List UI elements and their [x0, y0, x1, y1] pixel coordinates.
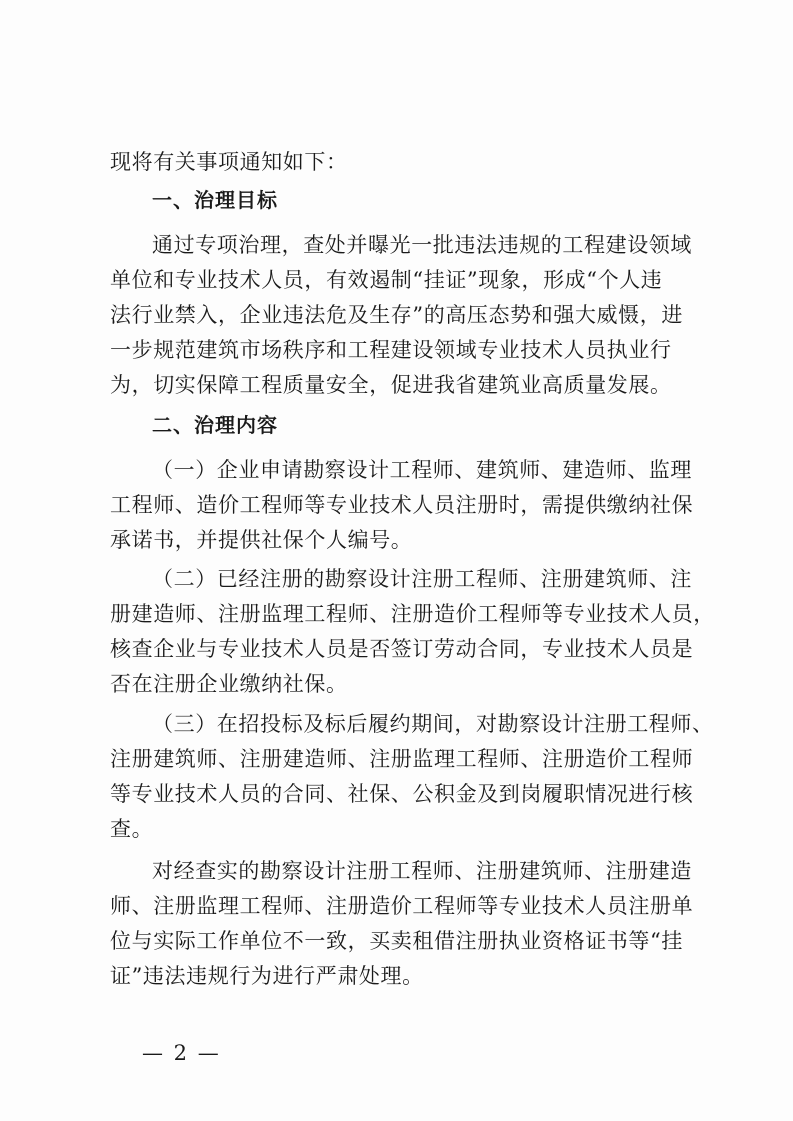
paragraph-line: （二）已经注册的勘察设计注册工程师、注册建筑师、注 — [152, 567, 692, 591]
section-heading-goals: 一、治理目标 — [152, 188, 278, 212]
paragraph-line: 承诺书，并提供社保个人编号。 — [110, 528, 413, 552]
paragraph-line: 法行业禁入，企业违法危及生存”的高压态势和强大威慑，进 — [110, 303, 683, 327]
paragraph-line: 单位和专业技术人员，有效遏制“挂证”现象，形成“个人违 — [110, 268, 663, 292]
paragraph-line: 证”违法违规行为进行严肃处理。 — [110, 964, 424, 988]
paragraph-line: （三）在招投标及标后履约期间，对勘察设计注册工程师、 — [152, 712, 714, 736]
paragraph-line: （一）企业申请勘察设计工程师、建筑师、建造师、监理 — [152, 458, 692, 482]
paragraph-line: 核查企业与专业技术人员是否签订劳动合同，专业技术人员是 — [110, 637, 694, 661]
paragraph-line: 查。 — [110, 817, 154, 841]
page-number: — 2 — — [142, 1041, 221, 1065]
paragraph-line: 否在注册企业缴纳社保。 — [110, 672, 348, 696]
paragraph-line: 为，切实保障工程质量安全，促进我省建筑业高质量发展。 — [110, 373, 672, 397]
paragraph-line: 注册建筑师、注册建造师、注册监理工程师、注册造价工程师 — [110, 747, 694, 771]
paragraph-line: 对经查实的勘察设计注册工程师、注册建筑师、注册建造 — [152, 859, 692, 883]
paragraph-line: 师、注册监理工程师、注册造价工程师等专业技术人员注册单 — [110, 894, 694, 918]
paragraph-line: 一步规范建筑市场秩序和工程建设领域专业技术人员执业行 — [110, 338, 672, 362]
paragraph-line: 通过专项治理，查处并曝光一批违法违规的工程建设领域 — [152, 233, 692, 257]
paragraph-line: 位与实际工作单位不一致，买卖租借注册执业资格证书等“挂 — [110, 929, 683, 953]
paragraph-line: 等专业技术人员的合同、社保、公积金及到岗履职情况进行核 — [110, 782, 694, 806]
paragraph-line: 册建造师、注册监理工程师、注册造价工程师等专业技术人员， — [110, 602, 715, 626]
paragraph-line: 工程师、造价工程师等专业技术人员注册时，需提供缴纳社保 — [110, 493, 694, 517]
section-heading-content: 二、治理内容 — [152, 413, 278, 437]
intro-line: 现将有关事项通知如下： — [110, 150, 348, 174]
